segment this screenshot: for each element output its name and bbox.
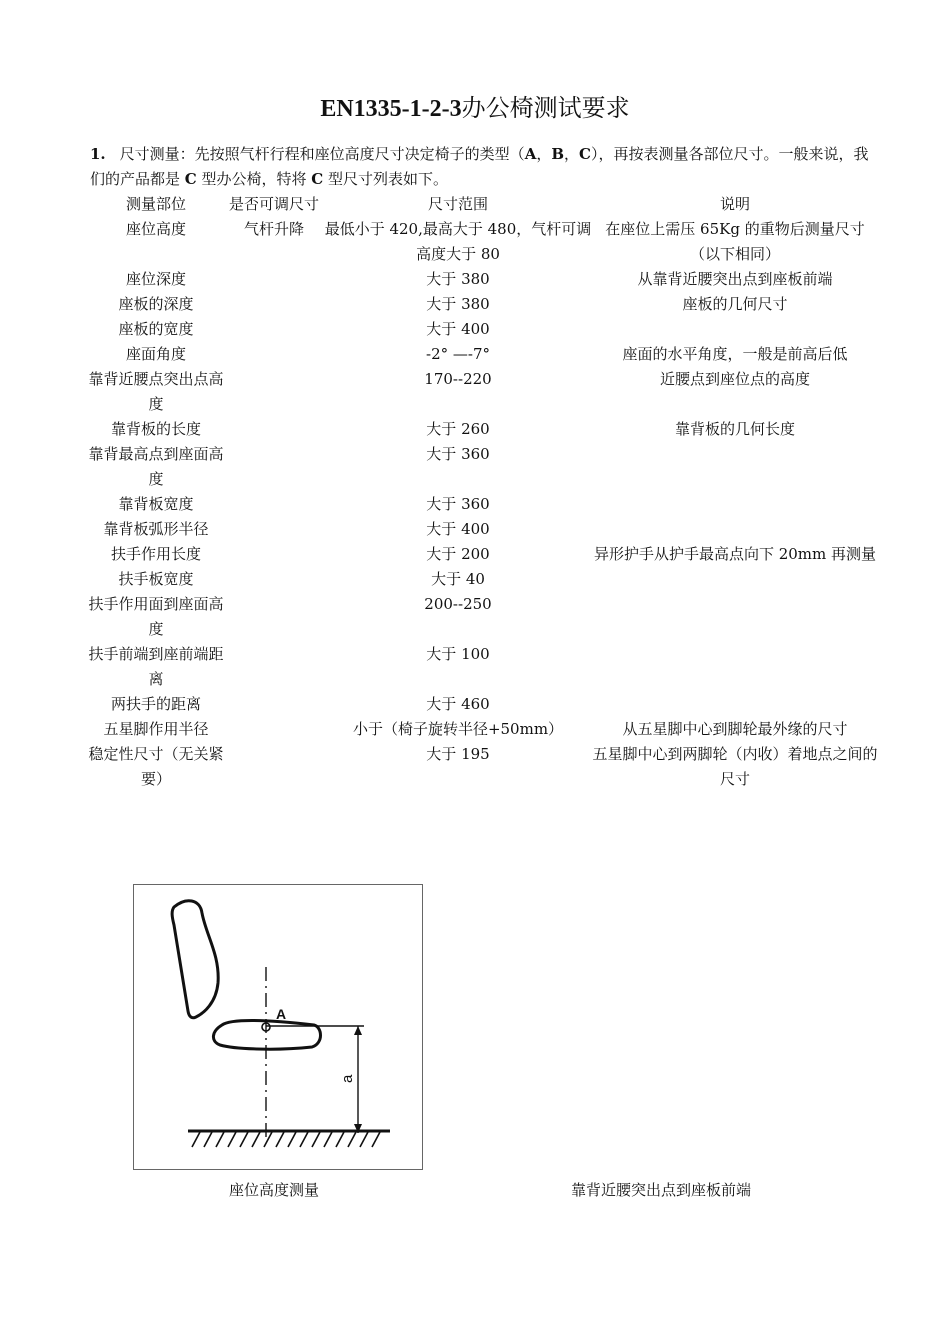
header-note: 说明 [719, 195, 750, 213]
table-row: 稳定性尺寸（无关紧要） 大于 195 五星脚中心到两脚轮（内收）着地点之间的尺寸 [88, 745, 878, 788]
header-part: 测量部位 [125, 195, 186, 213]
table-row: 靠背最高点到座面高度 大于 360 [88, 445, 490, 488]
table-row: 两扶手的距离 大于 460 [110, 695, 490, 713]
table-header-row [88, 192, 878, 217]
table-row: 座面角度 -2° —-7° 座面的水平角度，一般是前高后低 [125, 345, 848, 363]
title-code: EN1335-1-2-3 [320, 96, 462, 122]
dimension-table [88, 192, 878, 792]
table-row: 座板的宽度 大于 400 [118, 320, 490, 338]
label-dim: a [339, 1074, 356, 1083]
table-row: 扶手板宽度 大于 40 [118, 570, 485, 588]
floor-hatching [192, 1132, 380, 1147]
table-row: 扶手作用面到座面高度 200--250 [88, 595, 492, 638]
page-title [0, 92, 950, 125]
dimension-arrow-top [354, 1026, 362, 1035]
seat-height-figure [133, 884, 423, 1170]
table-row: 座位深度 大于 380 从靠背近腰突出点到座板前端 [125, 270, 833, 288]
table-row: 靠背近腰点突出点高度 170--220 近腰点到座位点的高度 [88, 370, 810, 413]
caption-seat-depth: 靠背近腰突出点到座板前端 [571, 1181, 752, 1199]
section-number: 1. [90, 145, 106, 163]
title-text: 办公椅测试要求 [461, 94, 630, 122]
table-row: 五星脚作用半径 小于（椅子旋转半径+50mm） 从五星脚中心到脚轮最外缘的尺寸 [103, 720, 848, 738]
table-row: 靠背板的长度 大于 260 靠背板的几何长度 [110, 420, 795, 438]
table-row: 靠背板宽度 大于 360 [118, 495, 490, 513]
table-row: 靠背板弧形半径 大于 400 [103, 520, 490, 538]
backrest-outline [172, 901, 218, 1018]
caption-seat-height: 座位高度测量 [229, 1181, 320, 1199]
chair-diagram [134, 885, 422, 1169]
table-row: 座板的深度 大于 380 座板的几何尺寸 [118, 295, 788, 313]
header-range: 尺寸范围 [427, 195, 488, 213]
intro-paragraph: 1. 尺寸测量：先按照气杆行程和座位高度尺寸决定椅子的类型（A，B，C），再按表测量各部位尺寸。一般来说，我们的产品都是 C 型办公椅，特将 C 型尺寸列表如下。 [90, 145, 869, 188]
table-row: 座位高度 气杆升降 最低小于 420,最高大于 480，气杆可调高度大于 80 在座位上需压 65Kg 的重物后测量尺寸（以下相同） [125, 220, 865, 263]
label-a: A [276, 1006, 287, 1022]
header-adjustable: 是否可调尺寸 [228, 195, 319, 213]
table-row: 扶手作用长度 大于 200 异形护手从护手最高点向下 20mm 再测量 [110, 545, 877, 563]
seat-outline [213, 1021, 320, 1050]
table-row: 扶手前端到座前端距离 大于 100 [88, 645, 490, 688]
